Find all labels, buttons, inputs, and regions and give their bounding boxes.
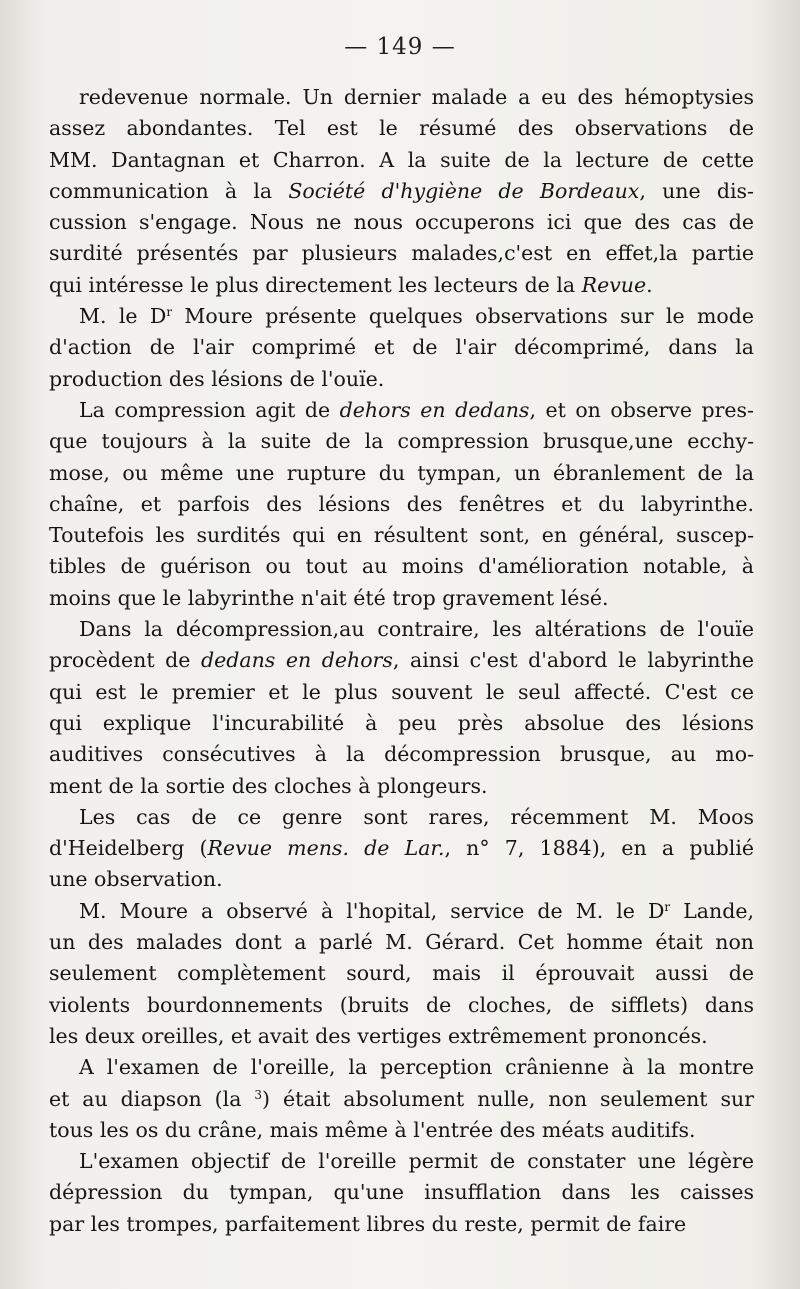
text-line: violents bourdonnements (bruits de cloches, de sifflets) dans: [49, 992, 754, 1017]
text-line: que toujours à la suite de la compression brusque,une ecchy-: [49, 429, 754, 454]
text-line: seulement complètement sourd, mais il éprouvait aussi de: [49, 961, 754, 986]
text-line: [49, 395, 754, 426]
line-text: Moure présente quelques observations sur le mode: [172, 304, 754, 329]
page-number: — 149 —: [344, 34, 456, 60]
text-line: une observation.: [49, 867, 223, 892]
text-line: Les cas de ce genre sont rares, récemment M. Moos: [79, 804, 754, 829]
line-text: procèdent de: [49, 648, 201, 673]
text-line: [49, 1084, 754, 1115]
text-line: MM. Dantagnan et Charron. A la suite de la lecture de cette: [49, 147, 754, 172]
paragraph: [49, 614, 754, 802]
paragraph: [49, 896, 754, 1052]
line-text: M. Moure a observé à l'hopital, service de M. le D: [79, 898, 665, 923]
text-line: tous les os du crâne, mais même à l'entrée des méats auditifs.: [49, 1117, 696, 1142]
line-text: M. le D: [79, 304, 167, 329]
text-line: [49, 896, 754, 927]
italic-text: dedans en dehors: [200, 648, 393, 673]
line-text: , et on observe pres-: [529, 397, 754, 422]
italic-text: dehors en dedans: [339, 397, 530, 422]
line-text: .: [646, 272, 653, 297]
text-line: un des malades dont a parlé M. Gérard. Cet homme était non: [49, 930, 754, 955]
text-line: [49, 270, 754, 301]
line-text: , une dis-: [639, 178, 754, 203]
line-text: et au diapson (la: [49, 1086, 255, 1111]
text-line: cussion s'engage. Nous ne nous occuperons ici que des cas de: [49, 210, 754, 235]
text-line: les deux oreilles, et avait des vertiges extrêmement prononcés.: [49, 1023, 708, 1048]
text-line: tibles de guérison ou tout au moins d'amélioration notable, à: [49, 554, 754, 579]
line-text: qui intéresse le plus directement les lecteurs de la: [49, 272, 582, 297]
text-line: d'action de l'air comprimé et de l'air décomprimé, dans la: [49, 335, 754, 360]
text-line: dépression du tympan, qu'une insufflation dans les caisses: [49, 1180, 754, 1205]
paragraph: [49, 82, 754, 301]
line-text: La compression agit de: [79, 397, 340, 422]
line-text: communication à la: [49, 178, 289, 203]
text-line: L'examen objectif de l'oreille permit de constater une légère: [79, 1149, 754, 1174]
text-line: redevenue normale. Un dernier malade a eu des hémoptysies: [79, 85, 754, 109]
line-text: d'Heidelberg (: [49, 836, 208, 861]
italic-text: Revue mens. de Lar.: [207, 836, 445, 861]
body-text: [49, 82, 754, 1240]
line-text: ) était absolument nulle, non seulement sur: [262, 1086, 754, 1111]
text-line: Dans la décompression,au contraire, les altérations de l'ouïe: [79, 617, 754, 642]
text-line: qui est le premier et le plus souvent le seul affecté. C'est ce: [49, 679, 754, 704]
text-line: [49, 833, 754, 864]
paragraph: [49, 802, 754, 896]
text-line: [49, 301, 754, 332]
paragraph: [49, 301, 754, 395]
text-line: A l'examen de l'oreille, la perception crânienne à la montre: [79, 1055, 754, 1080]
line-text: Lande,: [670, 898, 754, 923]
paragraph: [49, 1146, 754, 1240]
text-line: moins que le labyrinthe n'ait été trop gravement lésé.: [49, 585, 609, 610]
superscript: r: [166, 305, 173, 320]
text-line: auditives consécutives à la décompression brusque, au mo-: [49, 742, 754, 767]
superscript: r: [664, 899, 671, 914]
text-line: qui explique l'incurabilité à peu près absolue des lésions: [49, 710, 754, 735]
line-text: , ainsi c'est d'abord le labyrinthe: [392, 648, 754, 673]
text-line: chaîne, et parfois des lésions des fenêtres et du labyrinthe.: [49, 491, 754, 516]
superscript: 3: [254, 1087, 263, 1102]
text-line: par les trompes, parfaitement libres du reste, permit de faire: [49, 1211, 687, 1236]
text-line: surdité présentés par plusieurs malades,c'est en effet,la partie: [49, 241, 754, 266]
text-line: mose, ou même une rupture du tympan, un ébranlement de la: [49, 460, 754, 485]
text-line: [49, 176, 754, 207]
italic-text: Société d'hygiène de Bordeaux: [288, 178, 640, 203]
text-line: production des lésions de l'ouïe.: [49, 366, 385, 391]
italic-text: Revue: [581, 272, 647, 297]
paragraph: [49, 395, 754, 614]
line-text: , n° 7, 1884), en a publié: [444, 836, 754, 861]
text-line: ment de la sortie des cloches à plongeurs.: [49, 773, 488, 798]
text-line: assez abondantes. Tel est le résumé des observations de: [49, 116, 754, 141]
text-line: [49, 645, 754, 676]
paragraph: [49, 1052, 754, 1146]
text-line: Toutefois les surdités qui en résultent sont, en général, suscep-: [49, 523, 754, 548]
